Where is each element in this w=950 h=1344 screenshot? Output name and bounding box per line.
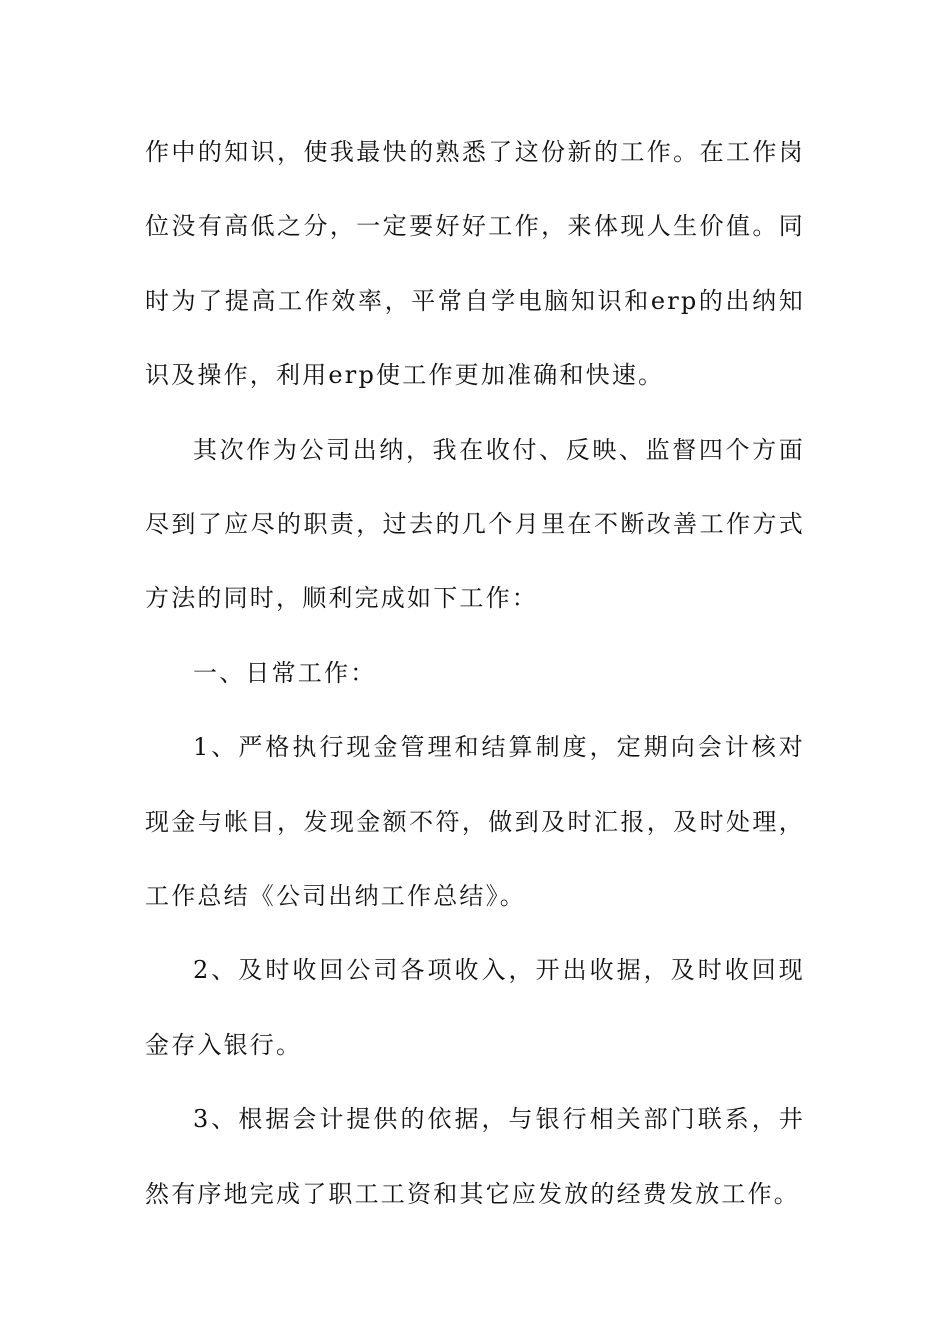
paragraph-cashier-duties: 其次作为公司出纳，我在收付、反映、监督四个方面尽到了应尽的职责，过去的几个月里在不断改善工作方式方法的同时，顺利完成如下工作： xyxy=(145,435,805,613)
paragraph-continuation: 作中的知识，使我最快的熟悉了这份新的工作。在工作岗位没有高低之分，一定要好好工作，来体现人生价值。同时为了提高工作效率，平常自学电脑知识和erp的出纳知识及操作，利用erp使工作更加准确和快速。 xyxy=(145,138,805,390)
document-body xyxy=(145,115,805,1231)
section-heading-daily-work: 一、日常工作： xyxy=(193,658,377,687)
list-item-2: 2、及时收回公司各项收入，开出收据，及时收回现金存入银行。 xyxy=(145,956,805,1059)
list-item-3: 3、根据会计提供的依据，与银行相关部门联系，井然有序地完成了职工工资和其它应发放的经费发放工作。 xyxy=(145,1105,805,1208)
list-item-1: 1、严格执行现金管理和结算制度，定期向会计核对现金与帐目，发现金额不符，做到及时汇报，及时处理，工作总结《公司出纳工作总结》。 xyxy=(145,733,805,911)
